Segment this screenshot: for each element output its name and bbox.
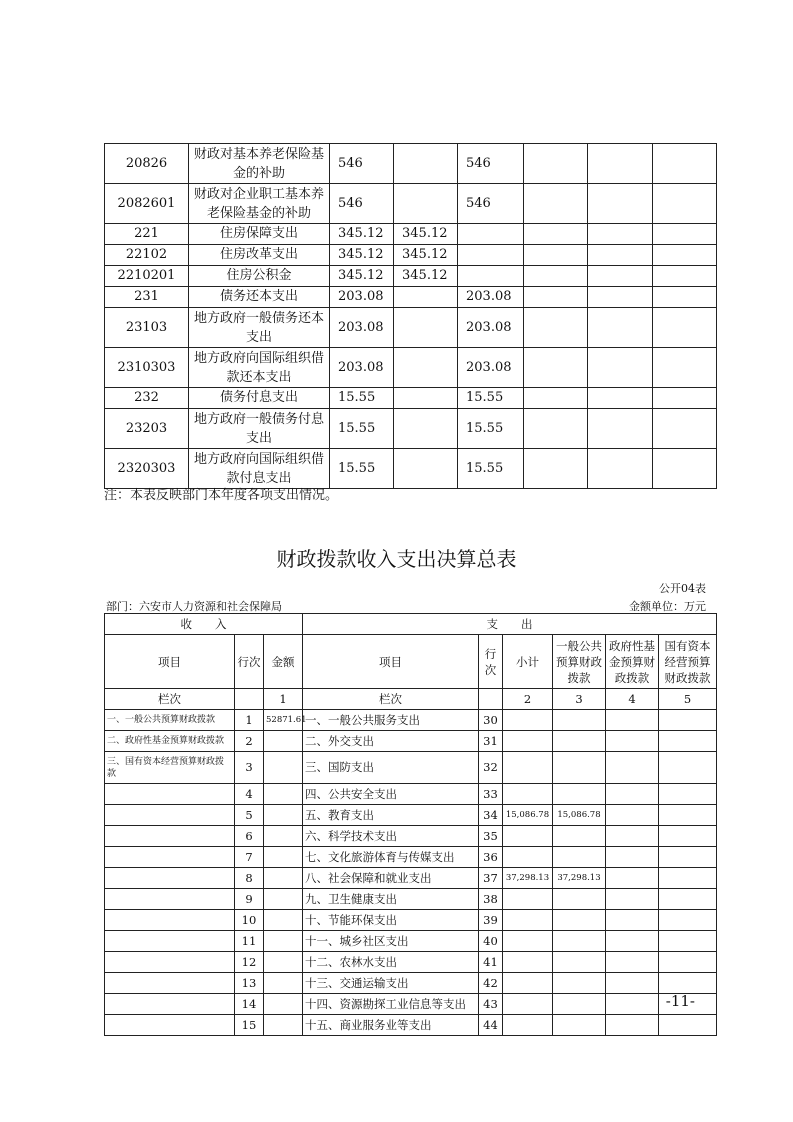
gov-fund-cell [606, 805, 659, 826]
subtotal-cell [503, 710, 553, 731]
row-empty [653, 308, 717, 348]
general-cell [553, 731, 606, 752]
income-item: 一、一般公共预算财政拨款 [105, 710, 235, 731]
general-cell [553, 889, 606, 910]
row-empty [588, 266, 653, 287]
row-empty [588, 449, 653, 489]
row-empty [653, 144, 717, 184]
subtotal-cell [503, 994, 553, 1015]
income-item [105, 931, 235, 952]
row-name: 债务还本支出 [189, 287, 330, 308]
gov-fund-cell [606, 784, 659, 805]
row-empty [588, 388, 653, 409]
row-project: 15.55 [458, 388, 524, 409]
row-total: 15.55 [330, 449, 394, 489]
row-name: 住房保障支出 [189, 224, 330, 245]
row-empty [588, 144, 653, 184]
income-item [105, 994, 235, 1015]
row-empty [588, 308, 653, 348]
expense-item: 十五、商业服务业等支出 [303, 1015, 479, 1036]
expense-header: 支 出 [303, 614, 717, 635]
general-cell [553, 847, 606, 868]
row-code: 23103 [105, 308, 189, 348]
income-amount [264, 973, 303, 994]
gov-fund-cell [606, 752, 659, 784]
row-project [458, 224, 524, 245]
general-cell [553, 931, 606, 952]
row-code: 2082601 [105, 184, 189, 224]
row-empty [653, 287, 717, 308]
income-amount [264, 910, 303, 931]
general-cell [553, 826, 606, 847]
column-number-row [105, 689, 717, 710]
row-code: 232 [105, 388, 189, 409]
expense-row-no: 40 [479, 931, 503, 952]
col-2: 2 [503, 689, 553, 710]
header-row-columns [105, 635, 717, 689]
row-empty [524, 266, 588, 287]
row-code: 231 [105, 287, 189, 308]
row-empty [524, 245, 588, 266]
row-empty [524, 308, 588, 348]
subtotal-cell [503, 752, 553, 784]
row-empty [524, 184, 588, 224]
summary-row [105, 710, 717, 731]
exp-col-label: 栏次 [303, 689, 479, 710]
row-empty [653, 184, 717, 224]
row-project: 203.08 [458, 308, 524, 348]
gov-fund-cell [606, 710, 659, 731]
row-basic [394, 144, 458, 184]
table-row [105, 144, 717, 184]
general-cell: 15,086.78 [553, 805, 606, 826]
table-row [105, 388, 717, 409]
subtotal-header: 小计 [503, 635, 553, 689]
row-code: 20826 [105, 144, 189, 184]
row-empty [653, 449, 717, 489]
row-empty [524, 144, 588, 184]
summary-table [104, 613, 717, 1036]
general-cell [553, 973, 606, 994]
income-row-no: 7 [235, 847, 264, 868]
row-empty [653, 348, 717, 388]
row-total: 546 [330, 184, 394, 224]
income-row-no: 2 [235, 731, 264, 752]
row-empty [588, 287, 653, 308]
expense-item: 九、卫生健康支出 [303, 889, 479, 910]
subtotal-cell [503, 826, 553, 847]
row-name: 住房改革支出 [189, 245, 330, 266]
expense-row-no: 42 [479, 973, 503, 994]
income-row-no: 10 [235, 910, 264, 931]
expense-item: 十四、资源勘探工业信息等支出 [303, 994, 479, 1015]
state-capital-cell [659, 731, 717, 752]
summary-row [105, 973, 717, 994]
income-item [105, 889, 235, 910]
summary-row [105, 931, 717, 952]
income-row-no-header: 行次 [235, 635, 264, 689]
gov-fund-cell [606, 931, 659, 952]
expense-item: 三、国防支出 [303, 752, 479, 784]
subtotal-cell [503, 973, 553, 994]
table-row [105, 224, 717, 245]
expense-item: 七、文化旅游体育与传媒支出 [303, 847, 479, 868]
expense-item: 十三、交通运输支出 [303, 973, 479, 994]
row-project: 15.55 [458, 409, 524, 449]
income-item [105, 868, 235, 889]
subtotal-cell [503, 731, 553, 752]
row-empty [653, 388, 717, 409]
row-total: 15.55 [330, 388, 394, 409]
income-amount [264, 805, 303, 826]
gov-fund-cell [606, 910, 659, 931]
state-capital-cell [659, 1015, 717, 1036]
income-row-no: 6 [235, 826, 264, 847]
col-4: 4 [606, 689, 659, 710]
page-title: 财政拨款收入支出决算总表 [276, 547, 517, 571]
row-basic [394, 348, 458, 388]
row-project: 203.08 [458, 348, 524, 388]
row-empty [588, 184, 653, 224]
row-total: 203.08 [330, 308, 394, 348]
row-code: 22102 [105, 245, 189, 266]
gov-fund-cell [606, 889, 659, 910]
row-project [458, 266, 524, 287]
subtotal-cell: 37,298.13 [503, 868, 553, 889]
income-item [105, 826, 235, 847]
income-row-no: 15 [235, 1015, 264, 1036]
income-amount [264, 994, 303, 1015]
expense-row-no: 41 [479, 952, 503, 973]
income-amount [264, 752, 303, 784]
row-basic [394, 449, 458, 489]
state-capital-cell [659, 931, 717, 952]
expense-item: 一、一般公共服务支出 [303, 710, 479, 731]
expense-item-header: 项目 [303, 635, 479, 689]
expense-row-no: 30 [479, 710, 503, 731]
gov-fund-cell [606, 952, 659, 973]
income-amount [264, 868, 303, 889]
expense-item: 十、节能环保支出 [303, 910, 479, 931]
summary-row [105, 994, 717, 1015]
state-capital-cell [659, 868, 717, 889]
income-item [105, 973, 235, 994]
row-empty [524, 449, 588, 489]
expense-row-no: 32 [479, 752, 503, 784]
expense-item: 二、外交支出 [303, 731, 479, 752]
expense-row-no: 43 [479, 994, 503, 1015]
gov-fund-cell [606, 868, 659, 889]
table-row [105, 409, 717, 449]
expense-row-no: 37 [479, 868, 503, 889]
gov-fund-header: 政府性基金预算财政拨款 [606, 635, 659, 689]
subtotal-cell [503, 952, 553, 973]
row-basic [394, 287, 458, 308]
general-cell [553, 1015, 606, 1036]
department-label: 部门：六安市人力资源和社会保障局 [106, 600, 282, 613]
general-cell [553, 710, 606, 731]
table-row [105, 348, 717, 388]
state-capital-cell [659, 889, 717, 910]
state-capital-cell [659, 752, 717, 784]
page-number: -11- [665, 992, 695, 1010]
table-code: 公开04表 [659, 582, 706, 595]
gov-fund-cell [606, 731, 659, 752]
general-cell [553, 994, 606, 1015]
income-item [105, 784, 235, 805]
header-row-group [105, 614, 717, 635]
state-capital-cell [659, 826, 717, 847]
row-name: 债务付息支出 [189, 388, 330, 409]
income-row-no: 9 [235, 889, 264, 910]
row-name: 地方政府向国际组织借款还本支出 [189, 348, 330, 388]
expense-row-no: 34 [479, 805, 503, 826]
income-item [105, 952, 235, 973]
income-item-header: 项目 [105, 635, 235, 689]
table-note: 注：本表反映部门本年度各项支出情况。 [104, 488, 339, 503]
gov-fund-cell [606, 973, 659, 994]
row-name: 地方政府一般债务付息支出 [189, 409, 330, 449]
summary-row [105, 910, 717, 931]
income-row-no: 3 [235, 752, 264, 784]
general-cell: 37,298.13 [553, 868, 606, 889]
income-row-no: 13 [235, 973, 264, 994]
row-empty [524, 348, 588, 388]
row-basic [394, 409, 458, 449]
subtotal-cell: 15,086.78 [503, 805, 553, 826]
summary-row [105, 752, 717, 784]
income-amount [264, 784, 303, 805]
row-empty [653, 266, 717, 287]
expense-item: 八、社会保障和就业支出 [303, 868, 479, 889]
income-header: 收 入 [105, 614, 303, 635]
row-total: 15.55 [330, 409, 394, 449]
row-empty [588, 348, 653, 388]
row-empty [524, 224, 588, 245]
income-item [105, 910, 235, 931]
income-item: 二、政府性基金预算财政拨款 [105, 731, 235, 752]
col-label: 栏次 [105, 689, 235, 710]
row-basic [394, 308, 458, 348]
col-5: 5 [659, 689, 717, 710]
row-empty [524, 287, 588, 308]
summary-row [105, 805, 717, 826]
row-code: 23203 [105, 409, 189, 449]
row-name: 地方政府一般债务还本支出 [189, 308, 330, 348]
unit-label: 金额单位：万元 [629, 600, 706, 613]
expense-item: 五、教育支出 [303, 805, 479, 826]
col-3: 3 [553, 689, 606, 710]
row-project [458, 245, 524, 266]
state-capital-cell [659, 805, 717, 826]
table-row [105, 184, 717, 224]
row-code: 2320303 [105, 449, 189, 489]
row-empty [588, 409, 653, 449]
gov-fund-cell [606, 994, 659, 1015]
row-total: 203.08 [330, 287, 394, 308]
row-code: 2310303 [105, 348, 189, 388]
row-code: 2210201 [105, 266, 189, 287]
col-1: 1 [264, 689, 303, 710]
summary-row [105, 784, 717, 805]
state-capital-cell [659, 710, 717, 731]
summary-row [105, 847, 717, 868]
income-amount [264, 847, 303, 868]
income-row-no: 5 [235, 805, 264, 826]
general-cell [553, 784, 606, 805]
row-basic: 345.12 [394, 245, 458, 266]
income-amount: 52871.61 [264, 710, 303, 731]
expense-row-no: 33 [479, 784, 503, 805]
summary-row [105, 1015, 717, 1036]
income-amount [264, 931, 303, 952]
subtotal-cell [503, 889, 553, 910]
row-basic: 345.12 [394, 266, 458, 287]
row-empty [588, 224, 653, 245]
expense-row-no: 38 [479, 889, 503, 910]
table-row [105, 287, 717, 308]
row-project: 546 [458, 184, 524, 224]
row-empty [524, 388, 588, 409]
expense-item: 六、科学技术支出 [303, 826, 479, 847]
income-row-no: 1 [235, 710, 264, 731]
subtotal-cell [503, 910, 553, 931]
summary-row [105, 731, 717, 752]
income-amount [264, 952, 303, 973]
row-name: 财政对基本养老保险基金的补助 [189, 144, 330, 184]
summary-row [105, 868, 717, 889]
row-name: 财政对企业职工基本养老保险基金的补助 [189, 184, 330, 224]
expense-item: 十一、城乡社区支出 [303, 931, 479, 952]
income-amount [264, 889, 303, 910]
row-basic [394, 184, 458, 224]
subtotal-cell [503, 931, 553, 952]
row-empty [653, 245, 717, 266]
income-amount [264, 1015, 303, 1036]
income-item [105, 1015, 235, 1036]
row-total: 345.12 [330, 266, 394, 287]
expense-row-no: 36 [479, 847, 503, 868]
summary-row [105, 826, 717, 847]
state-capital-cell [659, 952, 717, 973]
income-amount [264, 826, 303, 847]
state-capital-header: 国有资本经营预算财政拨款 [659, 635, 717, 689]
row-total: 546 [330, 144, 394, 184]
table-row [105, 308, 717, 348]
row-empty [653, 409, 717, 449]
income-row-no: 4 [235, 784, 264, 805]
gov-fund-cell [606, 847, 659, 868]
row-total: 203.08 [330, 348, 394, 388]
income-item [105, 847, 235, 868]
row-project: 15.55 [458, 449, 524, 489]
subtotal-cell [503, 784, 553, 805]
income-row-no: 8 [235, 868, 264, 889]
general-cell [553, 910, 606, 931]
expense-item: 四、公共安全支出 [303, 784, 479, 805]
state-capital-cell [659, 784, 717, 805]
income-row-no: 11 [235, 931, 264, 952]
gov-fund-cell [606, 826, 659, 847]
state-capital-cell [659, 910, 717, 931]
income-item: 三、国有资本经营预算财政拨款 [105, 752, 235, 784]
gov-fund-cell [606, 1015, 659, 1036]
expense-item: 十二、农林水支出 [303, 952, 479, 973]
income-row-no: 12 [235, 952, 264, 973]
row-project: 203.08 [458, 287, 524, 308]
general-budget-header: 一般公共预算财政拨款 [553, 635, 606, 689]
row-empty [524, 409, 588, 449]
summary-row [105, 952, 717, 973]
expense-row-no: 31 [479, 731, 503, 752]
row-code: 221 [105, 224, 189, 245]
row-project: 546 [458, 144, 524, 184]
row-name: 住房公积金 [189, 266, 330, 287]
income-item [105, 805, 235, 826]
income-amount [264, 731, 303, 752]
expense-row-no: 39 [479, 910, 503, 931]
expense-row-no: 44 [479, 1015, 503, 1036]
row-name: 地方政府向国际组织借款付息支出 [189, 449, 330, 489]
expenditure-detail-table [104, 143, 717, 489]
row-total: 345.12 [330, 245, 394, 266]
state-capital-cell [659, 847, 717, 868]
expense-row-no-header: 行次 [479, 635, 503, 689]
table-row [105, 449, 717, 489]
general-cell [553, 952, 606, 973]
subtotal-cell [503, 1015, 553, 1036]
expense-row-no: 35 [479, 826, 503, 847]
table-row [105, 245, 717, 266]
row-basic [394, 388, 458, 409]
state-capital-cell [659, 973, 717, 994]
row-basic: 345.12 [394, 224, 458, 245]
row-empty [653, 224, 717, 245]
summary-row [105, 889, 717, 910]
row-total: 345.12 [330, 224, 394, 245]
income-row-no: 14 [235, 994, 264, 1015]
general-cell [553, 752, 606, 784]
income-amount-header: 金额 [264, 635, 303, 689]
subtotal-cell [503, 847, 553, 868]
table-row [105, 266, 717, 287]
row-empty [588, 245, 653, 266]
